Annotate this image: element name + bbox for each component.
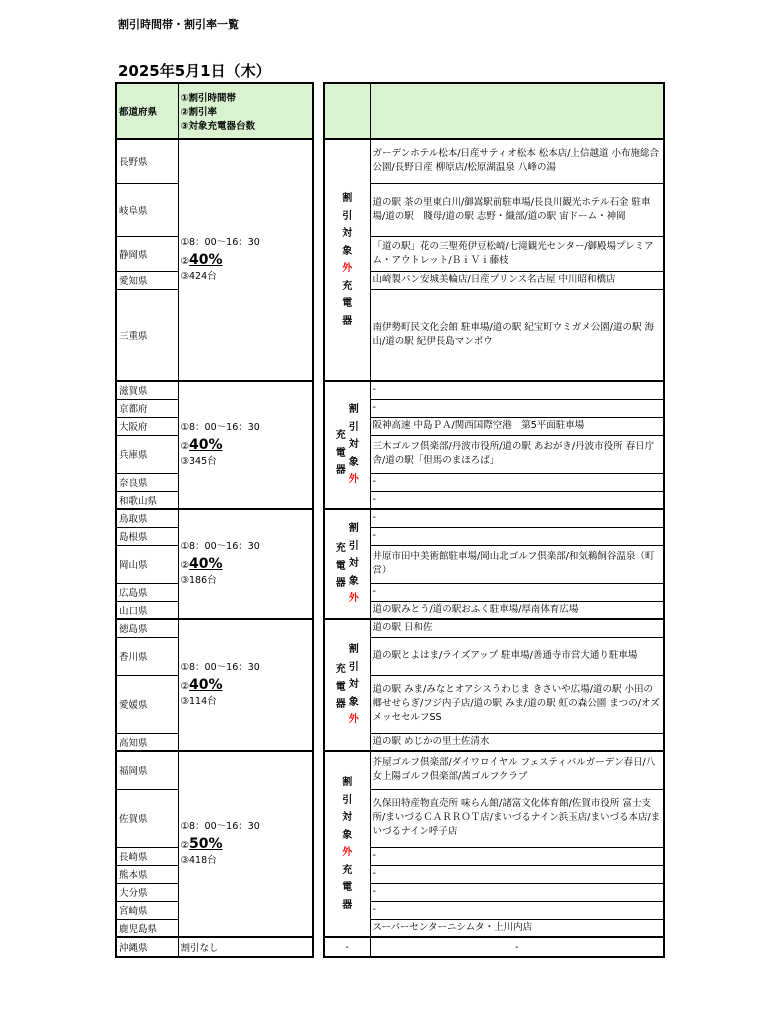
label-char: 引: [348, 661, 359, 673]
facility-cell: 道の駅 日和佐: [370, 619, 664, 637]
label-char: 象: [348, 696, 359, 708]
prefecture-cell: 長崎県: [116, 847, 178, 865]
label-char: 象: [342, 829, 353, 841]
discount-rate: 50%: [189, 835, 223, 852]
charger-count: ③424台: [180, 271, 217, 283]
label-char: 象: [342, 245, 353, 257]
facility-cell: 道の駅 みま/みなとオアシスうわじま きさいや広場/道の駅 小田の郷せせらぎ/フジ内子店/道の駅 みま/道の駅 虹の森公園 まつの/オズメッセセルフSS: [370, 675, 664, 733]
prefecture-cell: 香川県: [116, 637, 178, 675]
excluded-label: [324, 751, 370, 937]
facility-cell: 久保田特産物直売所 味らん館/諸富文化体育館/佐賀市役所 富士支所/まいづるＣＡＲＲＯＴ店/まいづるナイン浜玉店/まいづる本店/まいづるナイン呼子店: [370, 789, 664, 847]
prefecture-cell: 岡山県: [116, 545, 178, 583]
prefecture-cell: 奈良県: [116, 473, 178, 491]
rate-prefix: ②: [180, 440, 190, 452]
label-char: 割: [348, 404, 359, 416]
excluded-label: [324, 139, 370, 381]
prefecture-cell: 福岡県: [116, 751, 178, 789]
prefecture-cell: 三重県: [116, 289, 178, 381]
label-char: 器: [335, 699, 346, 711]
facility-cell: ガーデンホテル松本/日産サティオ松本 松本店/上信越道 小布施総合公園/長野日産 柳原店/松原湖温泉 八峰の湯: [370, 139, 664, 183]
facility-cell: -: [370, 527, 664, 545]
label-char: 器: [335, 465, 346, 477]
discount-info: [178, 509, 313, 619]
facility-cell: -: [370, 473, 664, 491]
facility-cell: 道の駅 茶の里東白川/御嵩駅前駐車場/長良川観光ホテル石金 駐車場/道の駅 賤母/道の駅 志野・織部/道の駅 宙ドーム・神岡: [370, 183, 664, 236]
discount-info: [178, 139, 313, 381]
prefecture-cell: 鳥取県: [116, 509, 178, 527]
label-char: 象: [348, 456, 359, 468]
discount-rate: 40%: [189, 676, 223, 693]
label-char: 電: [342, 298, 353, 309]
rate-prefix: ②: [180, 255, 190, 267]
discount-time: ①8：00～16：30: [180, 422, 260, 434]
charger-count: ③345台: [180, 456, 217, 468]
prefecture-cell: 兵庫県: [116, 435, 178, 473]
excluded-label: [324, 381, 370, 509]
facility-cell: -: [370, 883, 664, 901]
label-char: 外: [348, 474, 359, 486]
header-info: [178, 83, 313, 139]
excluded-label: -: [324, 937, 370, 957]
header-empty: [324, 83, 370, 139]
label-char: 充: [335, 664, 346, 676]
header-prefecture: 都道府県: [116, 83, 178, 139]
label-char: 器: [342, 315, 353, 327]
prefecture-cell: 宮崎県: [116, 901, 178, 919]
rate-prefix: ②: [180, 680, 190, 692]
facility-cell: -: [370, 937, 664, 957]
facility-cell: 芥屋ゴルフ倶楽部/ダイワロイヤル フェスティバルガーデン春日/八女上陽ゴルフ倶楽部/茜ゴルフクラブ: [370, 751, 664, 789]
discount-rate: 40%: [189, 555, 223, 572]
prefecture-cell: 山口県: [116, 601, 178, 619]
label-char: 充: [335, 430, 346, 442]
discount-rate: 40%: [189, 436, 223, 453]
facility-cell: -: [370, 399, 664, 417]
prefecture-cell: 鹿児島県: [116, 919, 178, 937]
facility-cell: 道の駅みとう/道の駅おふく駐車場/厚南体育広場: [370, 601, 664, 619]
label-char: 割: [342, 777, 353, 788]
prefecture-cell: 和歌山県: [116, 491, 178, 509]
excluded-label: [324, 619, 370, 751]
prefecture-cell: 佐賀県: [116, 789, 178, 847]
label-char: 外: [348, 714, 359, 726]
facility-cell: -: [370, 381, 664, 399]
label-char: 象: [348, 575, 359, 587]
document-date: 2025年5月1日（木）: [118, 62, 271, 80]
label-char: 引: [348, 421, 359, 433]
facility-cell: -: [370, 901, 664, 919]
label-char: 外: [348, 593, 359, 605]
rate-prefix: ②: [180, 839, 190, 851]
discount-time: ①8：00～16：30: [180, 541, 260, 553]
header-line: ③対象充電器台数: [180, 121, 256, 132]
excluded-chargers-table: [323, 82, 665, 958]
prefecture-cell: 大阪府: [116, 417, 178, 435]
discount-table: [115, 82, 314, 958]
label-char: 充: [342, 864, 353, 876]
label-char: 割: [348, 644, 359, 656]
facility-cell: 南伊勢町民文化会館 駐車場/道の駅 紀宝町ウミガメ公園/道の駅 海山/道の駅 紀伊長島マンボウ: [370, 289, 664, 381]
facility-cell: スーパーセンターニシムタ・上川内店: [370, 919, 664, 937]
rate-prefix: ②: [180, 559, 190, 571]
facility-cell: 「道の駅」花の三聖苑伊豆松崎/七滝観光センター/御殿場プレミアム・アウトレット/ＢｉＶｉ藤枝: [370, 236, 664, 271]
discount-info: 割引なし: [178, 937, 313, 957]
facility-cell: -: [370, 847, 664, 865]
label-char: 器: [335, 578, 346, 590]
label-char: 器: [342, 899, 353, 911]
label-char: 対: [348, 558, 359, 570]
label-char: 引: [342, 794, 353, 806]
discount-info: [178, 381, 313, 509]
facility-cell: 道の駅 めじかの里土佐清水: [370, 733, 664, 751]
facility-cell: -: [370, 509, 664, 527]
label-char: 対: [348, 679, 359, 691]
facility-cell: -: [370, 865, 664, 883]
label-char: 割: [348, 523, 359, 535]
header-line: ②割引率: [180, 107, 218, 118]
facility-cell: 阪神高速 中島ＰＡ/関西国際空港 第5平面駐車場: [370, 417, 664, 435]
charger-count: ③114台: [180, 696, 217, 708]
label-char: 外: [342, 263, 353, 274]
label-char: 外: [342, 847, 353, 858]
facility-cell: 井原市田中美術館駐車場/岡山北ゴルフ倶楽部/和気鵜飼谷温泉（町営）: [370, 545, 664, 583]
charger-count: ③186台: [180, 575, 217, 587]
prefecture-cell: 長野県: [116, 139, 178, 183]
prefecture-cell: 高知県: [116, 733, 178, 751]
excluded-label: [324, 509, 370, 619]
discount-rate: 40%: [189, 251, 223, 268]
prefecture-cell: 徳島県: [116, 619, 178, 637]
label-char: 対: [342, 812, 353, 823]
prefecture-cell: 岐阜県: [116, 183, 178, 236]
label-char: 電: [335, 681, 346, 693]
discount-info: [178, 619, 313, 751]
charger-count: ③418台: [180, 855, 217, 867]
label-char: 電: [335, 560, 346, 572]
prefecture-cell: 沖縄県: [116, 937, 178, 957]
facility-cell: -: [370, 583, 664, 601]
facility-cell: 道の駅とよはま/ライズアップ 駐車場/善通寺市営大通り駐車場: [370, 637, 664, 675]
label-char: 対: [342, 228, 353, 239]
prefecture-cell: 滋賀県: [116, 381, 178, 399]
label-char: 引: [342, 210, 353, 222]
label-char: 割: [342, 193, 353, 204]
prefecture-cell: 熊本県: [116, 865, 178, 883]
prefecture-cell: 愛媛県: [116, 675, 178, 733]
discount-time: ①8：00～16：30: [180, 821, 260, 833]
facility-cell: -: [370, 491, 664, 509]
label-char: 電: [335, 447, 346, 459]
label-char: 充: [335, 543, 346, 555]
header-line: ①割引時間帯: [180, 93, 237, 104]
facility-cell: 三木ゴルフ倶楽部/丹波市役所/道の駅 あおがき/丹波市役所 春日庁舎/道の駅「但馬のまほろば」: [370, 435, 664, 473]
prefecture-cell: 大分県: [116, 883, 178, 901]
label-char: 充: [342, 280, 353, 292]
prefecture-cell: 広島県: [116, 583, 178, 601]
label-char: 対: [348, 439, 359, 451]
discount-time: ①8：00～16：30: [180, 662, 260, 674]
discount-time: ①8：00～16：30: [180, 237, 260, 249]
label-char: 電: [342, 882, 353, 893]
prefecture-cell: 静岡県: [116, 236, 178, 271]
document-title: 割引時間帯・割引率一覧: [118, 18, 239, 31]
discount-info: [178, 751, 313, 937]
facility-cell: 山崎製パン安城美輪店/日産プリンス名古屋 中川昭和橋店: [370, 271, 664, 289]
header-empty: [370, 83, 664, 139]
prefecture-cell: 島根県: [116, 527, 178, 545]
prefecture-cell: 京都府: [116, 399, 178, 417]
label-char: 引: [348, 540, 359, 552]
prefecture-cell: 愛知県: [116, 271, 178, 289]
